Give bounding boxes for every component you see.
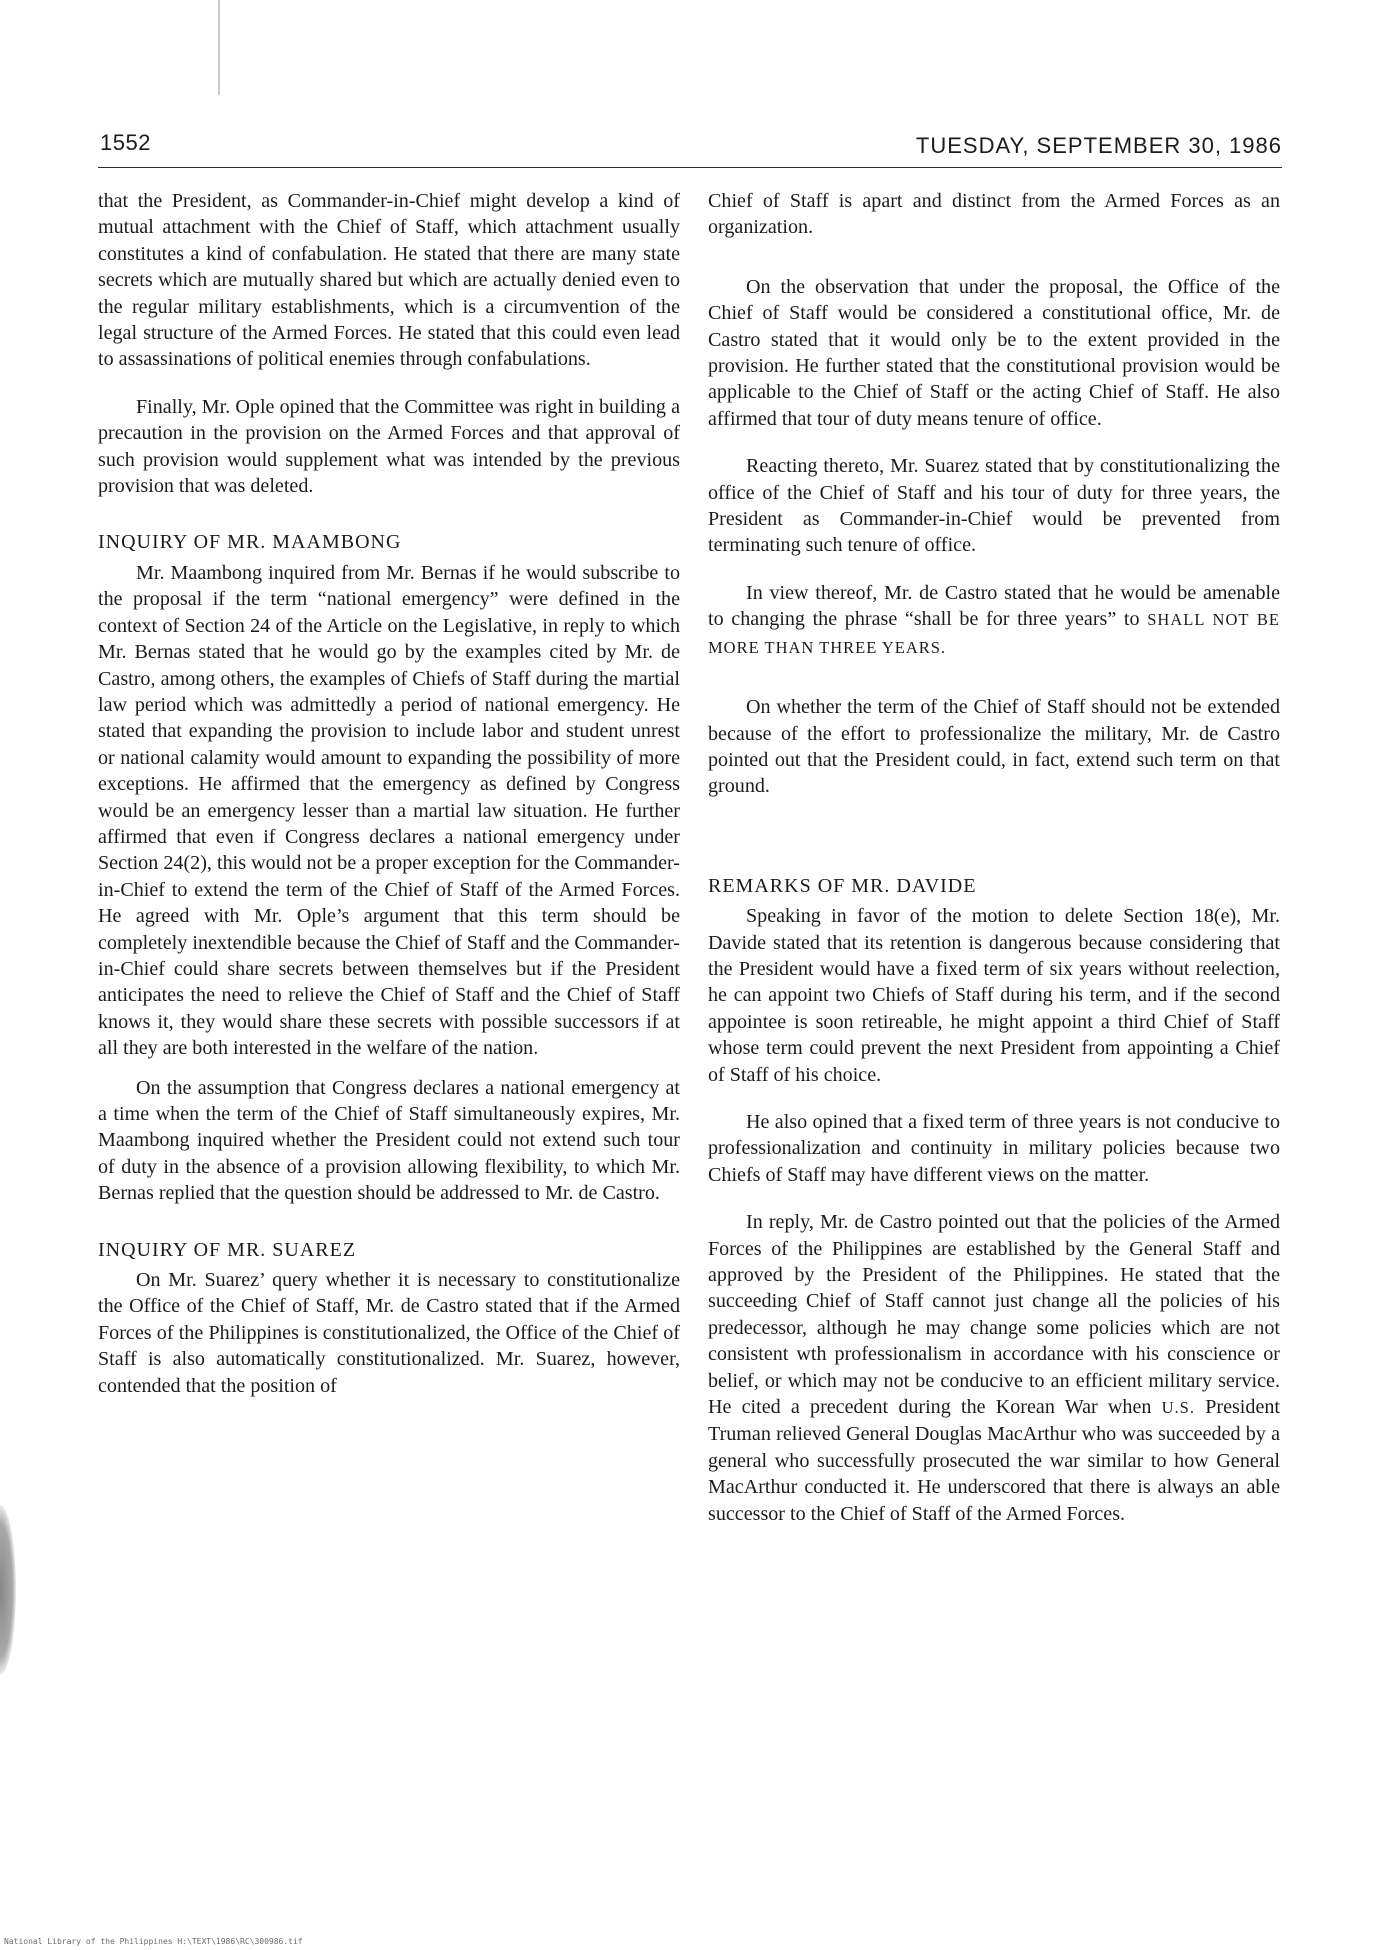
right-paragraph-3: Reacting thereto, Mr. Suarez stated that by constitutionalizing the office of the Chief of Staff and his tour of duty for three years, the President as Commander-in-Chief would be prevented from terminating such tenure of office. bbox=[708, 455, 1280, 557]
right-paragraph-8 bbox=[708, 1209, 1280, 1527]
heading-inquiry-suarez: INQUIRY OF MR. SUAREZ bbox=[98, 1238, 357, 1261]
right-paragraph-6: Speaking in favor of the motion to delete Section 18(e), Mr. Davide stated that its retention is dangerous because considering that the President would have a fixed term of six years without reelection, he can appoint two Chiefs of Staff during his term, and if the second appointee is soon retireable, he might appoint a third Chief of Staff whose term could prevent the next President from appointing a Chief of Staff of his choice. bbox=[708, 905, 1280, 1086]
right-paragraph-4-lead: In view thereof, Mr. de Castro stated that he would be amenable to changing the phrase “shall be for three years” to bbox=[708, 581, 1280, 631]
right-paragraph-8-rest: President Truman relieved General Douglas MacArthur who was succeeded by a general who successfully prosecuted the war similar to how General MacArthur conducted it. He underscored that there is always an able successor to the Chief of Staff of the Armed Forces. bbox=[708, 1396, 1280, 1525]
heading-remarks-davide: REMARKS OF MR. DAVIDE bbox=[708, 874, 977, 897]
scan-bleed-mark bbox=[0, 1505, 16, 1675]
left-paragraph-4: On the assumption that Congress declares a national emergency at a time when the term of the Chief of Staff simultaneously expires, Mr. Maambong inquired whether the President could not extend such tour of duty in the absence of a provision allowing flexibility, to which Mr. Bernas replied that the question should be addressed to Mr. de Castro. bbox=[98, 1076, 680, 1205]
heading-inquiry-maambong: INQUIRY OF MR. MAAMBONG bbox=[98, 531, 402, 554]
right-paragraph-1: Chief of Staff is apart and distinct from the Armed Forces as an organization. bbox=[708, 190, 1280, 239]
right-paragraph-2: On the observation that under the proposal, the Office of the Chief of Staff would be considered a constitutional office, Mr. de Castro stated that it would only be to the extent provided in the provision. He further stated that the constitutional provision would be applicable to the Chief of Staff or the acting Chief of Staff. He also affirmed that tour of duty means tenure of office. bbox=[708, 275, 1280, 430]
scan-stamp: National Library of the Philippines H:\TEXT\1986\RC\300986.tif bbox=[4, 1937, 303, 1946]
header-rule bbox=[98, 167, 1282, 168]
left-paragraph-2: Finally, Mr. Ople opined that the Committee was right in building a precaution in the provision on the Armed Forces and that approval of such provision would supplement what was intended by the previous provision that was deleted. bbox=[98, 395, 680, 498]
left-paragraph-5: On Mr. Suarez’ query whether it is necessary to constitutionalize the Office of the Chief of Staff, Mr. de Castro stated that if the Armed Forces of the Philippines is constitutionalized, the Office of the Chief of Staff is also automatically constitutionalized. Mr. Suarez, however, contended that the position of bbox=[98, 1269, 680, 1397]
right-paragraph-5: On whether the term of the Chief of Staff should not be extended because of the effort to professionalize the military, Mr. de Castro pointed out that the President could, in fact, extend such term on that ground. bbox=[708, 696, 1280, 798]
right-column bbox=[708, 188, 1280, 1527]
left-column bbox=[98, 188, 680, 1399]
gutter-speck-top bbox=[218, 0, 220, 95]
left-paragraph-1: that the President, as Commander-in-Chief might develop a kind of mutual attachment with the Chief of Staff, which attachment usually constitutes a kind of confabulation. He stated that there are many state secrets which are mutually shared but which are actually denied even to the regular military establishments, which is a circumvention of the legal structure of the Armed Forces. He stated that this could even lead to assassinations of political enemies through confabulations. bbox=[98, 190, 680, 371]
left-paragraph-3: Mr. Maambong inquired from Mr. Bernas if he would subscribe to the proposal if the term “national emergency” were defined in the context of Section 24 of the Article on the Legislative, in reply to which Mr. Bernas stated that he would go by the examples cited by Mr. de Castro, among others, the examples of Chiefs of Staff during the martial law period which was admittedly a period of national emergency. He stated that expanding the provision to include labor and student unrest or national calamity would amount to expanding the possibility of more exceptions. He affirmed that the emergency as defined by Congress would be an emergency lesser than a martial law situation. He further affirmed that even if Congress declares a national emergency under Section 24(2), this would not be a proper exception for the Commander-in-Chief to extend the term of the Chief of Staff of the Armed Forces. He agreed with Mr. Ople’s argument that this term should be completely inextendible because the Chief of Staff and the Commander-in-Chief could share secrets between themselves but if the President anticipates the need to relieve the Chief of Staff and the Chief of Staff knows it, they would share these secrets with possible successors if at all they are both interested in the welfare of the nation. bbox=[98, 561, 680, 1060]
right-paragraph-7: He also opined that a fixed term of three years is not conducive to professionalization and continuity in military policies because two Chiefs of Staff may have different views on the matter. bbox=[708, 1110, 1280, 1186]
right-paragraph-4 bbox=[708, 580, 1280, 661]
page-date: TUESDAY, SEPTEMBER 30, 1986 bbox=[915, 133, 1282, 158]
page-number: 1552 bbox=[100, 130, 151, 155]
amended-phrase: SHALL NOT BE MORE THAN THREE YEARS. bbox=[708, 610, 1281, 657]
right-paragraph-8-lead: In reply, Mr. de Castro pointed out that the policies of the Armed Forces of the Philippines are established by the General Staff and approved by the President of the Philippines. He stated that the succeeding Chief of Staff cannot just change all the policies of his predecessor, although he may change some policies which are not consistent wth professionalism in accordance with his conscience or belief, or which may not be conducive to an efficient military service. He cited a precedent during the Korean War when bbox=[708, 1211, 1280, 1419]
us-abbreviation: U.S. bbox=[1161, 1398, 1195, 1418]
